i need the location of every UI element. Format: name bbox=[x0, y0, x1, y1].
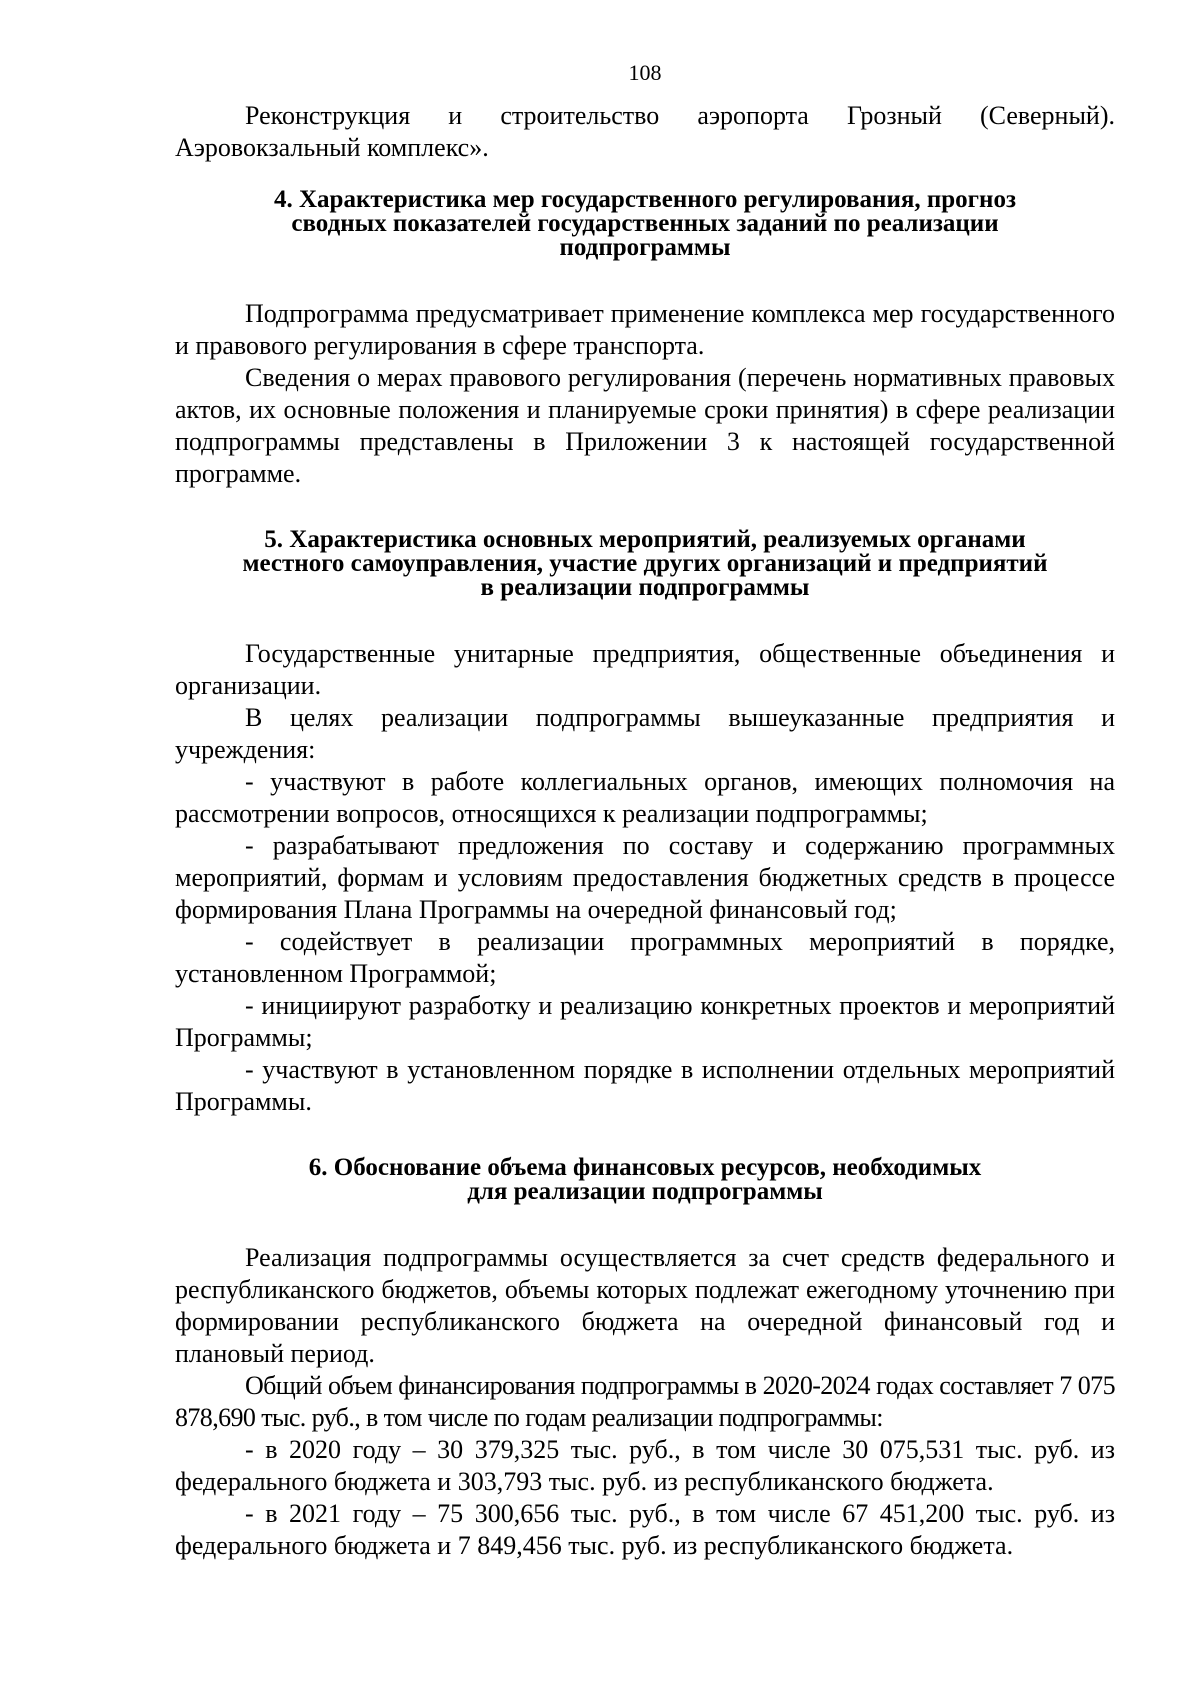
section-5-list-item: - содействует в реализации программных мероприятий в порядке, установленном Программой; bbox=[175, 927, 1115, 988]
section-4-heading bbox=[175, 188, 1115, 260]
section-5-paragraph: В целях реализации подпрограммы вышеуказанные предприятия и учреждения: bbox=[175, 703, 1115, 764]
section-4-heading-line: сводных показателей государственных заданий по реализации bbox=[291, 210, 999, 237]
section-6-list-item: - в 2021 году – 75 300,656 тыс. руб., в том числе 67 451,200 тыс. руб. из федерального бюджета и 7 849,456 тыс. руб. из республиканского бюджета. bbox=[175, 1499, 1115, 1560]
section-5-list-item: - инициируют разработку и реализацию конкретных проектов и мероприятий Программы; bbox=[175, 991, 1115, 1052]
section-4-heading-line: 4. Характеристика мер государственного регулирования, прогноз bbox=[273, 186, 1016, 213]
section-6-paragraph: Реализация подпрограммы осуществляется за счет средств федерального и республиканского бюджетов, объемы которых подлежат ежегодному уточнению при формировании республиканского бюджета на очередной финансовый год и плановый период. bbox=[175, 1243, 1115, 1368]
section-5-heading-line: местного самоуправления, участие других организаций и предприятий bbox=[242, 550, 1048, 577]
section-4-paragraph: Подпрограмма предусматривает применение комплекса мер государственного и правового регулирования в сфере транспорта. bbox=[175, 299, 1115, 360]
section-6-heading bbox=[175, 1156, 1115, 1204]
section-6-paragraph: Общий объем финансирования подпрограммы в 2020-2024 годах составляет 7 075 878,690 тыс. руб., в том числе по годам реализации подпрограммы: bbox=[175, 1371, 1115, 1432]
section-5-list-item: - участвуют в работе коллегиальных органов, имеющих полномочия на рассмотрении вопросов, относящихся к реализации подпрограммы; bbox=[175, 767, 1115, 828]
section-5-list-item: - участвуют в установленном порядке в исполнении отдельных мероприятий Программы. bbox=[175, 1055, 1115, 1116]
section-4-paragraph: Сведения о мерах правового регулирования (перечень нормативных правовых актов, их основные положения и планируемые сроки принятия) в сфере реализации подпрограммы представлены в Приложении 3 к настоящей государственной программе. bbox=[175, 363, 1115, 488]
section-5-heading-line: 5. Характеристика основных мероприятий, реализуемых органами bbox=[264, 526, 1026, 553]
section-6-heading-line: 6. Обоснование объема финансовых ресурсов, необходимых bbox=[308, 1154, 982, 1181]
intro-paragraph: Реконструкция и строительство аэропорта Грозный (Северный). Аэровокзальный комплекс». bbox=[175, 101, 1115, 162]
section-6-heading-line: для реализации подпрограммы bbox=[467, 1178, 823, 1205]
page-number: 108 bbox=[628, 60, 662, 85]
section-5-heading bbox=[175, 528, 1115, 600]
section-5-heading-line: в реализации подпрограммы bbox=[480, 574, 810, 601]
section-4-heading-line: подпрограммы bbox=[559, 234, 731, 261]
section-5-paragraph: Государственные унитарные предприятия, общественные объединения и организации. bbox=[175, 639, 1115, 700]
section-6-list-item: - в 2020 году – 30 379,325 тыс. руб., в том числе 30 075,531 тыс. руб. из федерального бюджета и 303,793 тыс. руб. из республиканского бюджета. bbox=[175, 1435, 1115, 1496]
document-page bbox=[175, 58, 1115, 1562]
section-5-list-item: - разрабатывают предложения по составу и содержанию программных мероприятий, формам и условиям предоставления бюджетных средств в процессе формирования Плана Программы на очередной финансовый год; bbox=[175, 831, 1115, 924]
